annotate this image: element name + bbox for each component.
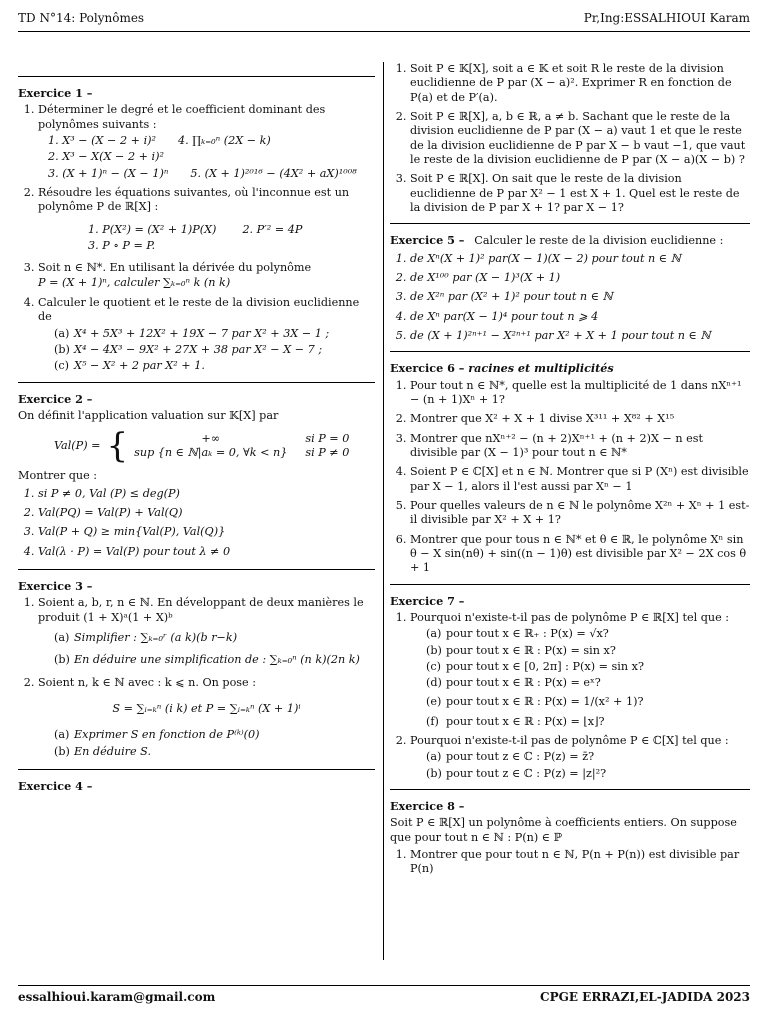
ex1-list [18,103,375,373]
ex4-item1: 1. Soit P ∈ 𝕂[X], soit a ∈ 𝕂 et soit R le reste de la division euclidienne de P par (X − a)². Exprimer R en fonction de P(a) et de P′(a). [410,62,750,105]
ex6-subtitle: racines et multiplicités [468,361,614,376]
ex1-q2 [38,186,375,253]
ex6-item6: 6. Montrer que pour tous n ∈ ℕ* et θ ∈ ℝ, le polynôme Xⁿ sin θ − X sin(nθ) + sin((n − 1)θ) est divisible par X² − 2X cos θ + 1 [410,533,750,576]
ex3-q1-text: Soient a, b, r, n ∈ ℕ. En développant de deux manières le produit (1 + X)ᵃ(1 + X)ᵇ [38,596,364,624]
ex7-q2-text: Pourquoi n'existe-t-il pas de polynôme P ∈ ℂ[X] tel que : [410,734,729,748]
ex3-q1b: (b) En déduire une simplification de : ∑ₖ₌₀ⁿ (n k)(2n k) [54,653,360,667]
right-column [390,62,750,882]
ex6-item1: 1. Pour tout n ∈ ℕ*, quelle est la multiplicité de 1 dans nXⁿ⁺¹ − (n + 1)Xⁿ + 1? [410,379,750,408]
ex3-rule [18,569,375,570]
ex5-item3: 3. de X²ⁿ par (X² + 1)² pour tout n ∈ ℕ [410,290,750,304]
ex5-intro: Calculer le reste de la division euclidienne : [474,234,724,248]
ex8-intro: Soit P ∈ ℝ[X] un polynôme à coefficients entiers. On suppose que pour tout n ∈ ℕ : P(n) ∈ ℙ [390,816,737,844]
ex1-q4-items [38,327,375,374]
ex2-def-cases: +∞ si P = 0 sup {n ∈ ℕ|aₖ = 0, ∀k < n} si P ≠ 0 [134,431,350,460]
page-header [18,11,750,27]
ex1-q1-item1: 1. X³ − (X − 2 + i)² [48,133,157,147]
header-rule [18,31,750,32]
ex4-item3: 3. Soit P ∈ ℝ[X]. On sait que le reste de la division euclidienne de P par X² − 1 est X + 1. Quel est le reste de la division de P par X + 1? par X − 1? [410,172,750,215]
ex2-item3: 3. Val(P + Q) ≥ min{Val(P), Val(Q)} [38,525,375,539]
ex7-q2 [410,734,750,781]
left-column [18,44,375,796]
ex8-title: Exercice 8 – [390,799,465,814]
ex2-list [18,487,375,559]
footer-rule [18,985,750,986]
ex1-q3-formula: P = (X + 1)ⁿ, calculer ∑ₖ₌₀ⁿ k (n k) [38,275,231,289]
ex1-q2-eq1: 1. P(X²) = (X² + 1)P(X) [88,222,217,236]
ex5-title: Exercice 5 – [390,233,465,248]
ex5-item4: 4. de Xⁿ par(X − 1)⁴ pour tout n ⩾ 4 [410,310,750,324]
ex8-rule [390,789,750,790]
ex5-item2: 2. de X¹⁰⁰ par (X − 1)³(X + 1) [410,271,750,285]
brace-icon: { [106,426,129,467]
ex5-item5: 5. de (X + 1)²ⁿ⁺¹ − X²ⁿ⁺¹ par X² + X + 1 pour tout n ∈ ℕ [410,329,750,343]
ex1-q2-eq3: 3. P ∘ P = P. [88,238,156,252]
ex1-title: Exercice 1 – [18,86,93,100]
ex7-q1-items [410,627,750,729]
ex6-item3: 3. Montrer que nXⁿ⁺² − (n + 2)Xⁿ⁺¹ + (n + 2)X − n est divisible par (X − 1)³ pour tout n ∈ ℕ* [410,432,750,461]
ex2-def-lhs: Val(P) = [54,439,101,453]
ex3-q2b: (b) En déduire S. [54,744,152,758]
ex3-q2-formula: S = ∑ᵢ₌ₖⁿ (i k) et P = ∑ᵢ₌ₖⁿ (X + 1)ⁱ [112,701,301,715]
ex6-item5: 5. Pour quelles valeurs de n ∈ ℕ le polynôme X²ⁿ + Xⁿ + 1 est-il divisible par X² + X + 1? [410,499,750,528]
ex1-q3 [38,261,375,290]
column-divider [383,62,384,960]
ex7-q1c: (c) pour tout x ∈ [0, 2π] : P(x) = sin x? [426,659,644,673]
ex3-q1a: (a) Simplifier : ∑ₖ₌₀ʳ (a k)(b r−k) [54,630,238,644]
ex1-q1-item4: 4. ∏ₖ₌₀ⁿ (2X − k) [178,133,271,147]
ex1-q2-eq2: 2. P′² = 4P [242,222,303,236]
ex1-q4b: (b) X⁴ − 4X³ − 9X² + 27X + 38 par X² − X − 7 ; [54,342,323,356]
ex2-definition [54,426,375,467]
ex1-q3-text: Soit n ∈ ℕ*. En utilisant la dérivée du polynôme [38,261,312,275]
ex6-title: Exercice 6 – [390,361,465,376]
ex1-q1 [38,103,375,181]
ex3-q2a: (a) Exprimer S en fonction de P⁽ᵏ⁾(0) [54,728,260,742]
ex1-q1-text: Déterminer le degré et le coefficient dominant des polynômes suivants : [38,103,326,131]
ex2-item2: 2. Val(PQ) = Val(P) + Val(Q) [38,506,375,520]
ex1-rule [18,76,375,77]
ex7-q1b: (b) pour tout x ∈ ℝ : P(x) = sin x? [426,643,616,657]
ex5-rule [390,223,750,224]
ex8-item1: 1. Montrer que pour tout n ∈ ℕ, P(n + P(n)) est divisible par P(n) [410,848,750,877]
ex2-title: Exercice 2 – [18,391,93,406]
ex1-q4 [38,296,375,374]
ex3-q1 [38,596,375,667]
ex1-q1-item3: 3. (X + 1)ⁿ − (X − 1)ⁿ [48,166,169,180]
ex1-q4-text: Calculer le quotient et le reste de la division euclidienne de [38,295,360,324]
ex1-q1-item2: 2. X³ − X(X − 2 + i)² [48,150,164,164]
ex1-q1-items [48,134,375,181]
ex1-q4a: (a) X⁴ + 5X³ + 12X² + 19X − 7 par X² + 3X − 1 ; [54,326,330,340]
footer-email: essalhioui.karam@gmail.com [18,990,216,1004]
ex7-q1d: (d) pour tout x ∈ ℝ : P(x) = eˣ? [426,676,601,690]
footer-school: CPGE ERRAZI,EL-JADIDA 2023 [540,990,750,1004]
ex6-rule [390,351,750,352]
ex3-q2-text: Soient n, k ∈ ℕ avec : k ⩽ n. On pose : [38,675,256,689]
ex7-q1f: (f) pour tout x ∈ ℝ : P(x) = ⌊x⌋? [426,714,605,728]
ex7-q1 [410,611,750,729]
ex7-rule [390,584,750,585]
ex7-q1e: (e) pour tout x ∈ ℝ : P(x) = 1/(x² + 1)? [426,695,644,709]
ex8-list [390,848,750,877]
ex1-q4c: (c) X⁵ − X² + 2 par X² + 1. [54,359,205,373]
ex1-q2-text: Résoudre les équations suivantes, où l'inconnue est un polynôme P de ℝ[X] : [38,185,350,214]
ex6-list [390,379,750,576]
ex1-q2-items [88,223,375,254]
page-footer [18,990,750,1005]
ex7-title: Exercice 7 – [390,593,465,608]
ex2-show: Montrer que : [18,469,98,483]
ex7-q2b: (b) pour tout z ∈ ℂ : P(z) = |z|²? [426,766,607,780]
ex2-rule [18,382,375,383]
ex1-q1-item5: 5. (X + 1)²⁰¹⁶ − (4X² + aX)¹⁰⁰⁸ [190,166,357,180]
ex2-item1: 1. si P ≠ 0, Val (P) ≤ deg(P) [38,487,375,501]
header-left: TD N°14: Polynômes [18,11,145,25]
ex5-heading [390,233,750,248]
ex7-q1-text: Pourquoi n'existe-t-il pas de polynôme P ∈ ℝ[X] tel que : [410,610,730,624]
ex6-item4: 4. Soient P ∈ ℂ[X] et n ∈ ℕ. Montrer que si P (Xⁿ) est divisible par X − 1, alors il l'est aussi par Xⁿ − 1 [410,465,750,494]
ex4-list [390,62,750,215]
ex3-q2 [38,676,375,759]
ex3-q1-items [38,631,375,668]
ex3-list [18,596,375,759]
ex7-q2a: (a) pour tout z ∈ ℂ : P(z) = z̄? [426,750,595,764]
ex2-intro: On définit l'application valuation sur 𝕂[X] par [18,408,279,422]
ex3-title: Exercice 3 – [18,578,93,593]
ex4-rule [18,769,375,770]
header-right: Pr,Ing:ESSALHIOUI Karam [583,11,750,25]
ex6-item2: 2. Montrer que X² + X + 1 divise X³¹¹ + X⁸² + X¹⁵ [410,412,750,426]
ex4-item2: 2. Soit P ∈ ℝ[X], a, b ∈ ℝ, a ≠ b. Sachant que le reste de la division euclidienne de P par (X − a) vaut 1 et que le reste de la division euclidienne de P par X − b vaut −1, que vaut le reste de la division euclidienne de P par (X − a)(X − b) ? [410,110,750,167]
ex2-item4: 4. Val(λ · P) = Val(P) pour tout λ ≠ 0 [38,545,375,559]
ex5-list [390,252,750,344]
ex5-item1: 1. de Xⁿ(X + 1)² par(X − 1)(X − 2) pour tout n ∈ ℕ [410,252,750,266]
ex7-q1a: (a) pour tout x ∈ ℝ₊ : P(x) = √x? [426,627,609,641]
ex7-list [390,611,750,781]
ex7-q2-items [410,750,750,781]
ex4-title: Exercice 4 – [18,778,93,793]
ex3-q2-items [38,728,375,759]
ex6-heading [390,361,750,375]
